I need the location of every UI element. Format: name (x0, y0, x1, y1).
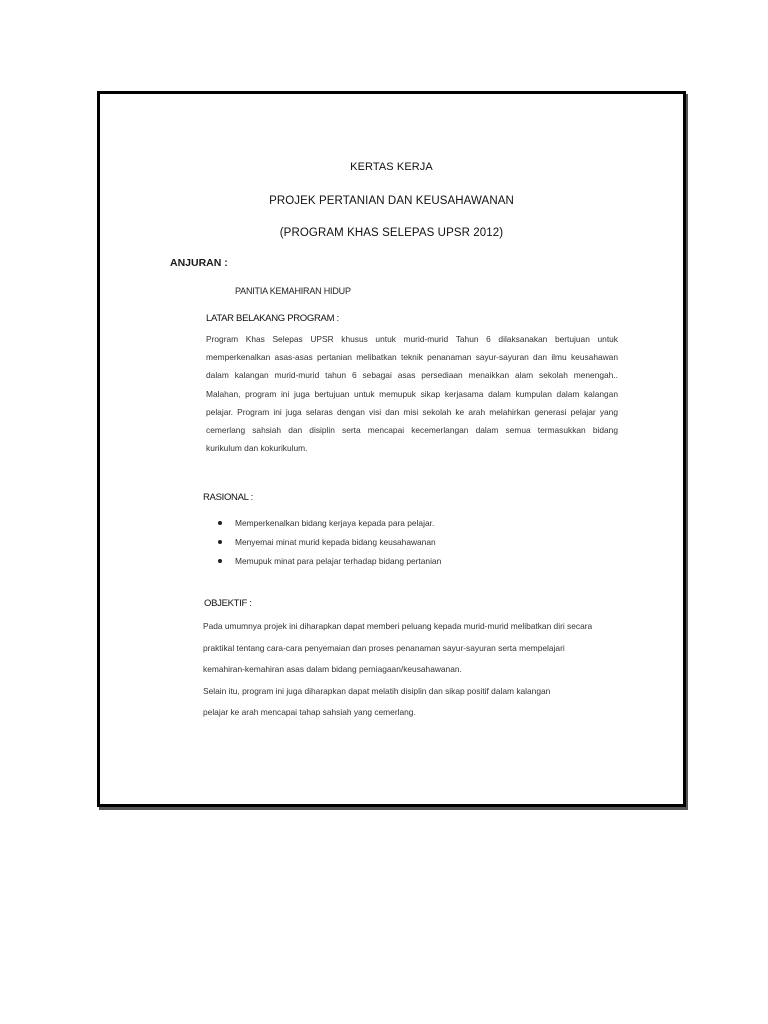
paragraph-line: praktikal tentang cara-cara penyemaian dan proses penanaman sayur-sayuran serta mempelajari (203, 642, 565, 653)
list-item-text: Memperkenalkan bidang kerjaya kepada para pelajar. (235, 518, 435, 528)
objektif-paragraph (203, 616, 592, 724)
paragraph-line: Malahan, program ini juga bertujuan untuk memupuk sikap kerjasama dalam kumpulan dalam kalangan (206, 388, 618, 399)
paragraph-line: kemahiran-kemahiran asas dalam bidang perniagaan/keusahawanan. (203, 664, 462, 674)
list-item (218, 514, 441, 533)
paragraph-line: kurikulum dan kokurikulum. (206, 443, 308, 454)
paragraph-line: pelajar ke arah mencapai tahap sahsiah yang cemerlang. (203, 707, 416, 717)
document-page (97, 91, 686, 807)
anjuran-label: ANJURAN : (170, 257, 228, 269)
document-title: KERTAS KERJA (350, 161, 433, 173)
paragraph-line: Program Khas Selepas UPSR khusus untuk murid-murid Tahun 6 dilaksanakan bertujuan untuk (206, 334, 618, 344)
bullet-icon (218, 521, 222, 525)
organizer-name: PANITIA KEMAHIRAN HIDUP (235, 286, 351, 296)
list-item-text: Menyemai minat murid kepada bidang keusahawanan (235, 537, 436, 547)
bullet-icon (218, 540, 222, 544)
paragraph-line: cemerlang sahsiah dan disiplin serta mencapai kecemerlangan dalam semua termasukkan bidang (206, 424, 618, 435)
program-subtitle: (PROGRAM KHAS SELEPAS UPSR 2012) (279, 227, 504, 239)
list-item (218, 552, 441, 571)
project-title: PROJEK PERTANIAN DAN KEUSAHAWANAN (269, 195, 514, 207)
paragraph-line: Selain itu, program ini juga diharapkan dapat melatih disiplin dan sikap positif dalam kalangan (203, 685, 551, 696)
objektif-heading: OBJEKTIF : (204, 598, 252, 609)
rasional-list (218, 514, 441, 571)
rasional-heading: RASIONAL : (203, 492, 253, 503)
paragraph-line: Pada umumnya projek ini diharapkan dapat memberi peluang kepada murid-murid melibatkan diri secara (203, 621, 593, 631)
bullet-icon (218, 559, 222, 563)
latar-belakang-paragraph (206, 330, 618, 457)
list-item-text: Memupuk minat para pelajar terhadap bidang pertanian (235, 556, 442, 566)
latar-belakang-heading: LATAR BELAKANG PROGRAM : (206, 313, 339, 324)
paragraph-line: memperkenalkan asas-asas pertanian melibatkan teknik penanaman sayur-sayuran dan ilmu keusahawan (206, 352, 618, 363)
paragraph-line: pelajar. Program ini juga selaras dengan visi dan misi sekolah ke arah melahirkan generasi pelajar yang (206, 406, 618, 417)
list-item (218, 533, 441, 552)
paragraph-line: dalam kalangan murid-murid tahun 6 sebagai asas persediaan menaikkan alam sekolah menengah.. (206, 370, 618, 381)
